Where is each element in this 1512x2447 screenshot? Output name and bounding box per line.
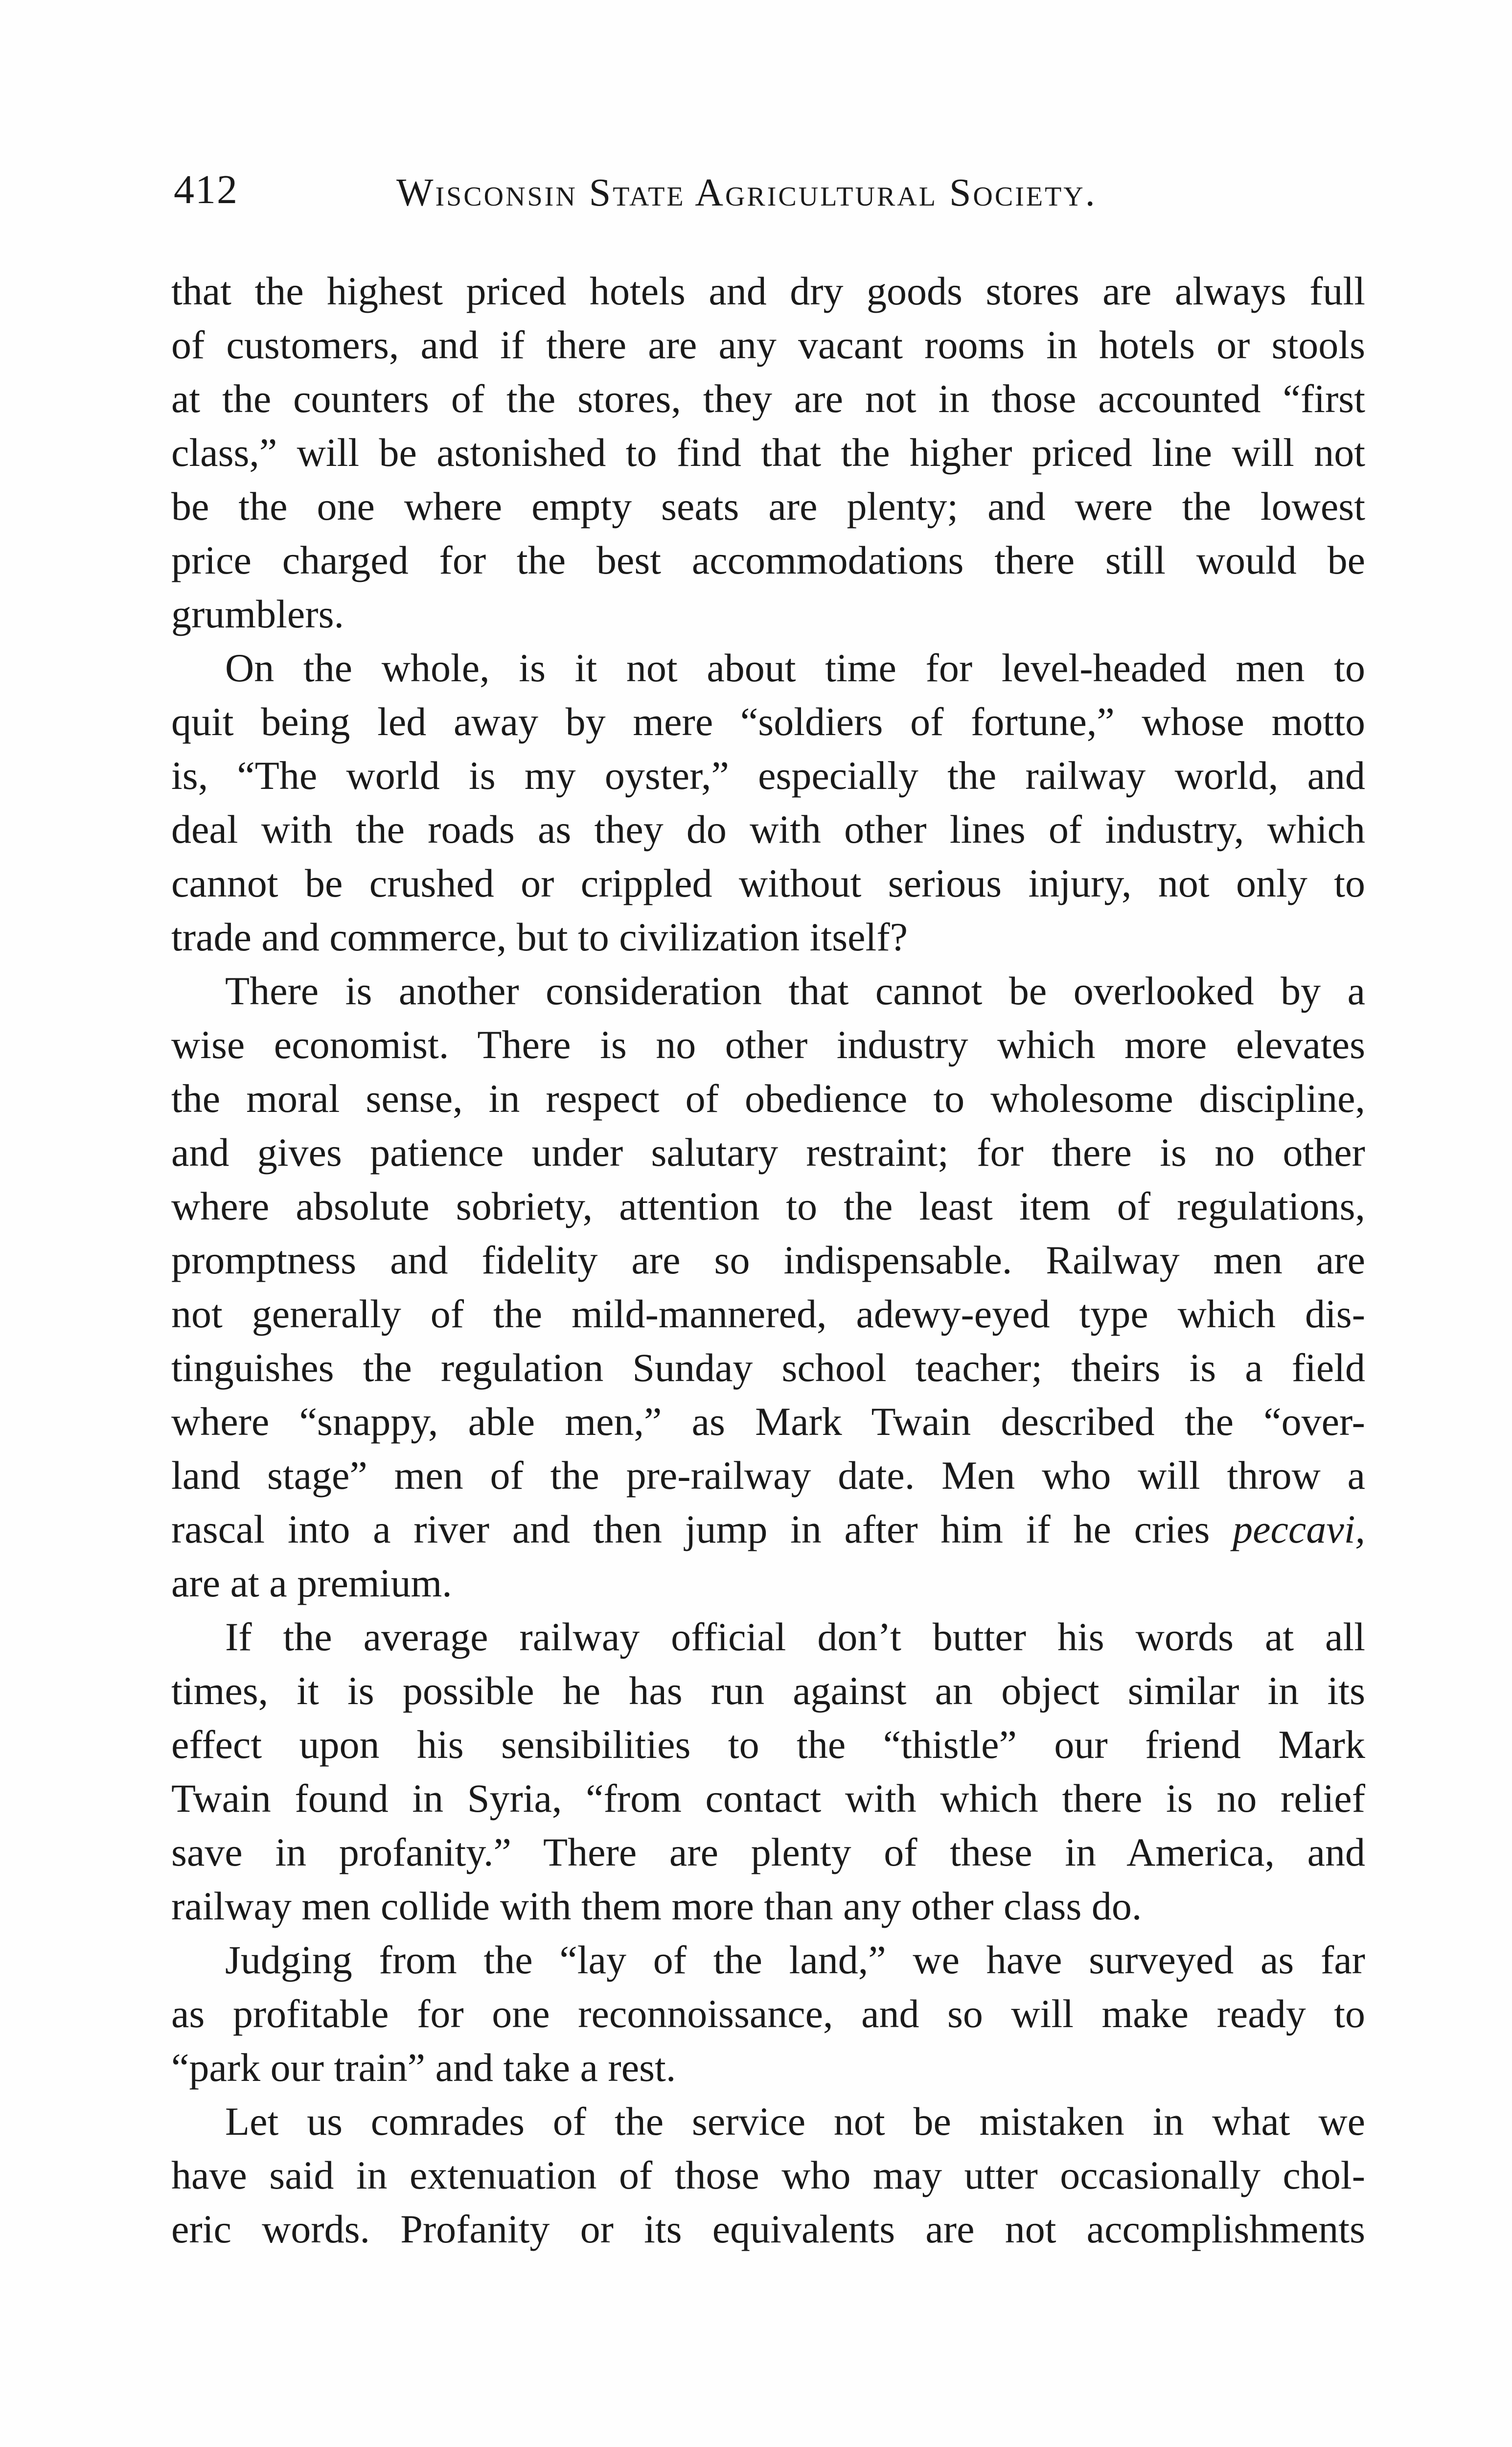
text-line: times, it is possible he has run against an object similar in its <box>171 1668 1365 1713</box>
text-line: tinguishes the regulation Sunday school teacher; theirs is a field <box>171 1345 1365 1390</box>
text-line: “park our train” and take a rest. <box>171 2045 676 2090</box>
text-line: class,” will be astonished to find that the higher priced line will not <box>171 430 1365 475</box>
text-line: price charged for the best accommodations there still would be <box>171 538 1365 582</box>
text-line: at the counters of the stores, they are not in those accounted “first <box>171 376 1365 421</box>
text-line: promptness and fidelity are so indispensable. Railway men are <box>171 1238 1365 1282</box>
text-line: not generally of the mild-mannered, adewy-eyed type which dis- <box>171 1292 1365 1336</box>
text-line: railway men collide with them more than any other class do. <box>171 1884 1142 1928</box>
text-line: is, “The world is my oyster,” especially the railway world, and <box>171 753 1365 798</box>
text-line: as profitable for one reconnoissance, and so will make ready to <box>171 1991 1365 2036</box>
text-line: quit being led away by mere “soldiers of fortune,” whose motto <box>171 699 1365 744</box>
paragraph <box>171 1610 1365 1933</box>
text-segment: rascal into a river and then jump in after him if he cries <box>171 1507 1210 1551</box>
text-line: Judging from the “lay of the land,” we have surveyed as far <box>225 1938 1365 1982</box>
page-number: 412 <box>174 167 238 212</box>
text-line: On the whole, is it not about time for level-headed men to <box>225 646 1365 690</box>
text-line: There is another consideration that cannot be overlooked by a <box>225 969 1365 1013</box>
text-line: deal with the roads as they do with other lines of industry, which <box>171 807 1365 852</box>
text-line: where “snappy, able men,” as Mark Twain described the “over- <box>171 1399 1365 1444</box>
paragraph <box>171 641 1365 964</box>
text-line-with-italic <box>171 1502 1365 1556</box>
text-line: wise economist. There is no other industry which more elevates <box>171 1022 1365 1067</box>
text-line: If the average railway official don’t butter his words at all <box>225 1615 1365 1659</box>
paragraph <box>171 264 1365 641</box>
text-line: be the one where empty seats are plenty; and were the lowest <box>171 484 1365 529</box>
paragraph <box>171 2095 1365 2256</box>
text-line: eric words. Profanity or its equivalents are not accomplishments <box>171 2207 1365 2251</box>
text-line: and gives patience under salutary restraint; for there is no other <box>171 1130 1365 1175</box>
text-line: of customers, and if there are any vacant rooms in hotels or stools <box>171 323 1365 367</box>
text-line: Twain found in Syria, “from contact with which there is no relief <box>171 1776 1365 1821</box>
text-line: the moral sense, in respect of obedience to wholesome discipline, <box>171 1076 1365 1121</box>
text-line: land stage” men of the pre-railway date. Men who will throw a <box>171 1453 1365 1498</box>
page-header <box>174 165 1348 219</box>
text-line: where absolute sobriety, attention to the least item of regulations, <box>171 1184 1365 1228</box>
text-line: save in profanity.” There are plenty of these in America, and <box>171 1830 1365 1874</box>
text-line: trade and commerce, but to civilization itself? <box>171 915 908 959</box>
body-text <box>171 264 1365 2256</box>
text-line: cannot be crushed or crippled without serious injury, not only to <box>171 861 1365 905</box>
text-line: effect upon his sensibilities to the “thistle” our friend Mark <box>171 1722 1365 1767</box>
paragraph <box>171 1933 1365 2095</box>
text-line: are at a premium. <box>171 1561 452 1605</box>
text-line: have said in extenuation of those who may utter occasionally chol- <box>171 2153 1365 2197</box>
running-title: Wisconsin State Agricultural Society. <box>396 171 1097 214</box>
text-line: that the highest priced hotels and dry goods stores are always full <box>171 269 1365 313</box>
text-line: grumblers. <box>171 592 344 636</box>
paragraph <box>171 964 1365 1610</box>
italic-word: peccavi, <box>1233 1507 1365 1551</box>
text-line: Let us comrades of the service not be mistaken in what we <box>225 2099 1365 2144</box>
